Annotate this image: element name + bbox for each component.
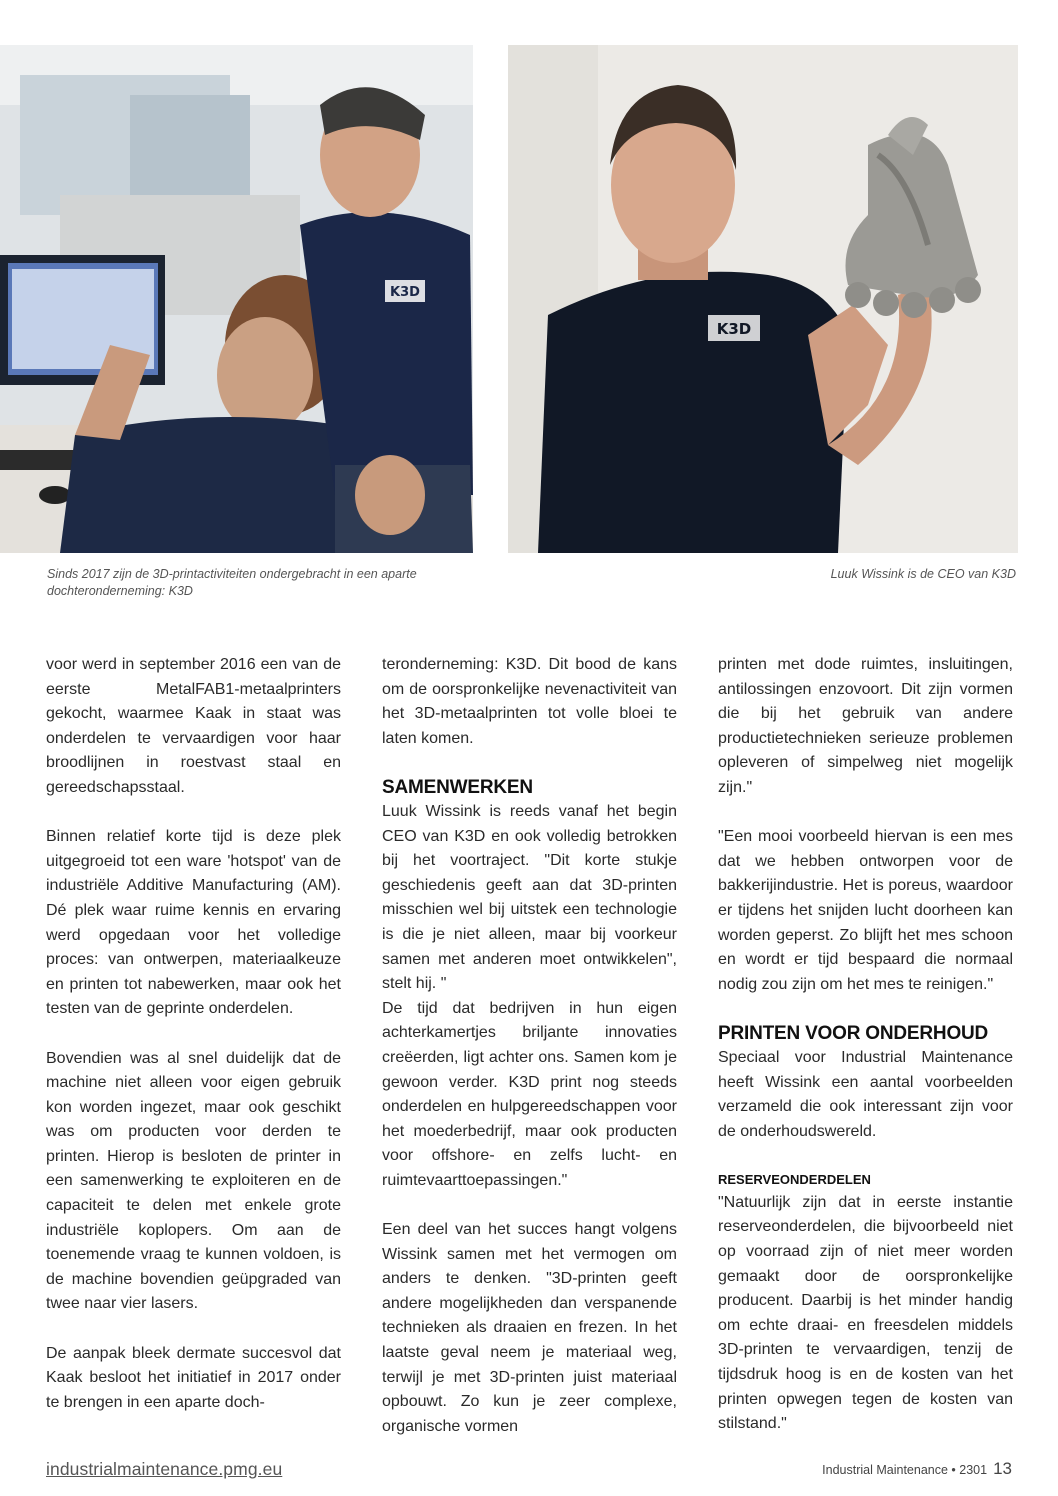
paragraph: "Een mooi voorbeeld hiervan is een mes dat we hebben ontworpen voor de bakkerijindustrie. Het is poreus, waardoor er tijdens het snijden lucht doorheen kan worden geperst. Zo blijft het mes schoon en wordt er tijd bespaard die normaal nodig zou zijn om het mes te reinigen." xyxy=(718,828,1013,993)
article-column-2 xyxy=(382,653,677,1464)
paragraph: Luuk Wissink is reeds vanaf het begin CEO van K3D en ook volledig betrokken bij het voortraject. "Dit korte stukje geschiedenis geeft aan dat 3D-printen misschien wel bij uitstek een technologie is die je niet alleen, maar bij voorkeur samen met anderen moet ontwikkelen", stelt hij. " xyxy=(382,802,677,993)
paragraph: "Natuurlijk zijn dat in eerste instantie reserveonderdelen, die bijvoorbeeld niet op voorraad zijn of niet meer worden gemaakt door de oorspronkelijke producent. Daarbij is het minder handig om echte draai- en freesdelen middels 3D-printen te vervaardigen, tenzij de tijdsdruk hoog is en de kosten van het printen opwegen tegen de kosten van stilstand." xyxy=(718,1193,1013,1433)
section-heading-samenwerken: SAMENWERKEN xyxy=(382,776,533,798)
paragraph: teronderneming: K3D. Dit bood de kans om de oorspronkelijke nevenactiviteit van het 3D-metaalprinten tot volle bloei te laten komen. xyxy=(382,656,677,747)
shirt-logo-left: K3D xyxy=(390,285,420,300)
photo-caption-left: Sinds 2017 zijn de 3D-printactiviteiten ondergebracht in een aparte dochteronderneming: K3D xyxy=(47,567,417,598)
subheading-reserveonderdelen: RESERVEONDERDELEN xyxy=(718,1171,871,1187)
shirt-logo-right: K3D xyxy=(716,320,752,338)
photo-ceo-holding-part xyxy=(508,45,1018,553)
paragraph: voor werd in september 2016 een van de eerste MetalFAB1-metaalprinters gekocht, waarmee Kaak in staat was onderdelen te vervaardigen voor haar broodlijnen in roestvast staal en gereedschapsstaal. xyxy=(46,656,341,796)
paragraph: Speciaal voor Industrial Maintenance heeft Wissink een aantal voorbeelden verzameld die ook interessant zijn voor de onderhoudswereld. xyxy=(718,1048,1013,1140)
footer-website-link[interactable]: industrialmaintenance.pmg.eu xyxy=(46,1459,283,1479)
article-column-3 xyxy=(718,653,1013,1461)
footer-issue-info xyxy=(822,1459,1012,1479)
section-heading-printen-voor-onderhoud: PRINTEN VOOR ONDERHOUD xyxy=(718,1022,989,1044)
paragraph: De tijd dat bedrijven in hun eigen achterkamertjes briljante innovaties creëerden, ligt achter ons. Samen kom je gewoon verder. K3D print nog steeds onderdelen en hulpgereedschappen voor het moederbedrijf, maar ook producten voor offshore- en zelfs lucht- en ruimtevaarttoepassingen." xyxy=(382,999,677,1189)
paragraph: printen met dode ruimtes, insluitingen, antilossingen enzovoort. Dit zijn vormen die bij het gebruik van andere productietechnieken serieuze problemen opleveren of simpelweg niet mogelijk zijn." xyxy=(718,656,1013,796)
photo-office-computer xyxy=(0,45,473,553)
paragraph: Binnen relatief korte tijd is deze plek uitgegroeid tot een ware 'hotspot' van de industriële Additive Manufacturing (AM). Dé plek waar ruime kennis en ervaring werd opgedaan voor het volledige proces: van ontwerpen, materiaalkeuze en printen tot nabewerken, maar ook het testen van de geprinte onderdelen. xyxy=(46,828,341,1018)
paragraph: De aanpak bleek dermate succesvol dat Kaak besloot het initiatief in 2017 onder te brengen in een aparte doch- xyxy=(46,1344,341,1411)
page-number: 13 xyxy=(993,1459,1012,1478)
photo-caption-right: Luuk Wissink is de CEO van K3D xyxy=(830,567,1016,581)
footer-magazine-title: Industrial Maintenance • 2301 xyxy=(822,1463,988,1477)
paragraph: Bovendien was al snel duidelijk dat de machine niet alleen voor eigen gebruik kon worden ingezet, maar ook geschikt was om producten voor derden te printen. Hierop is besloten de printer in een samenwerking te exploiteren en de capaciteit te delen met enkele grote industriële koplopers. Om aan de toenemende vraag te kunnen voldoen, is de machine bovendien geüpgraded van twee naar vier lasers. xyxy=(46,1049,341,1313)
paragraph: Een deel van het succes hangt volgens Wissink samen met het vermogen om anders te denken. "3D-printen geeft andere mogelijkheden dan verspanende technieken als draaien en frezen. In het laatste geval neem je materiaal weg, terwijl je met 3D-printen juist materiaal opbouwt. Zo kun je zeer complexe, organische vormen xyxy=(382,1221,677,1435)
article-column-1 xyxy=(46,653,341,1440)
